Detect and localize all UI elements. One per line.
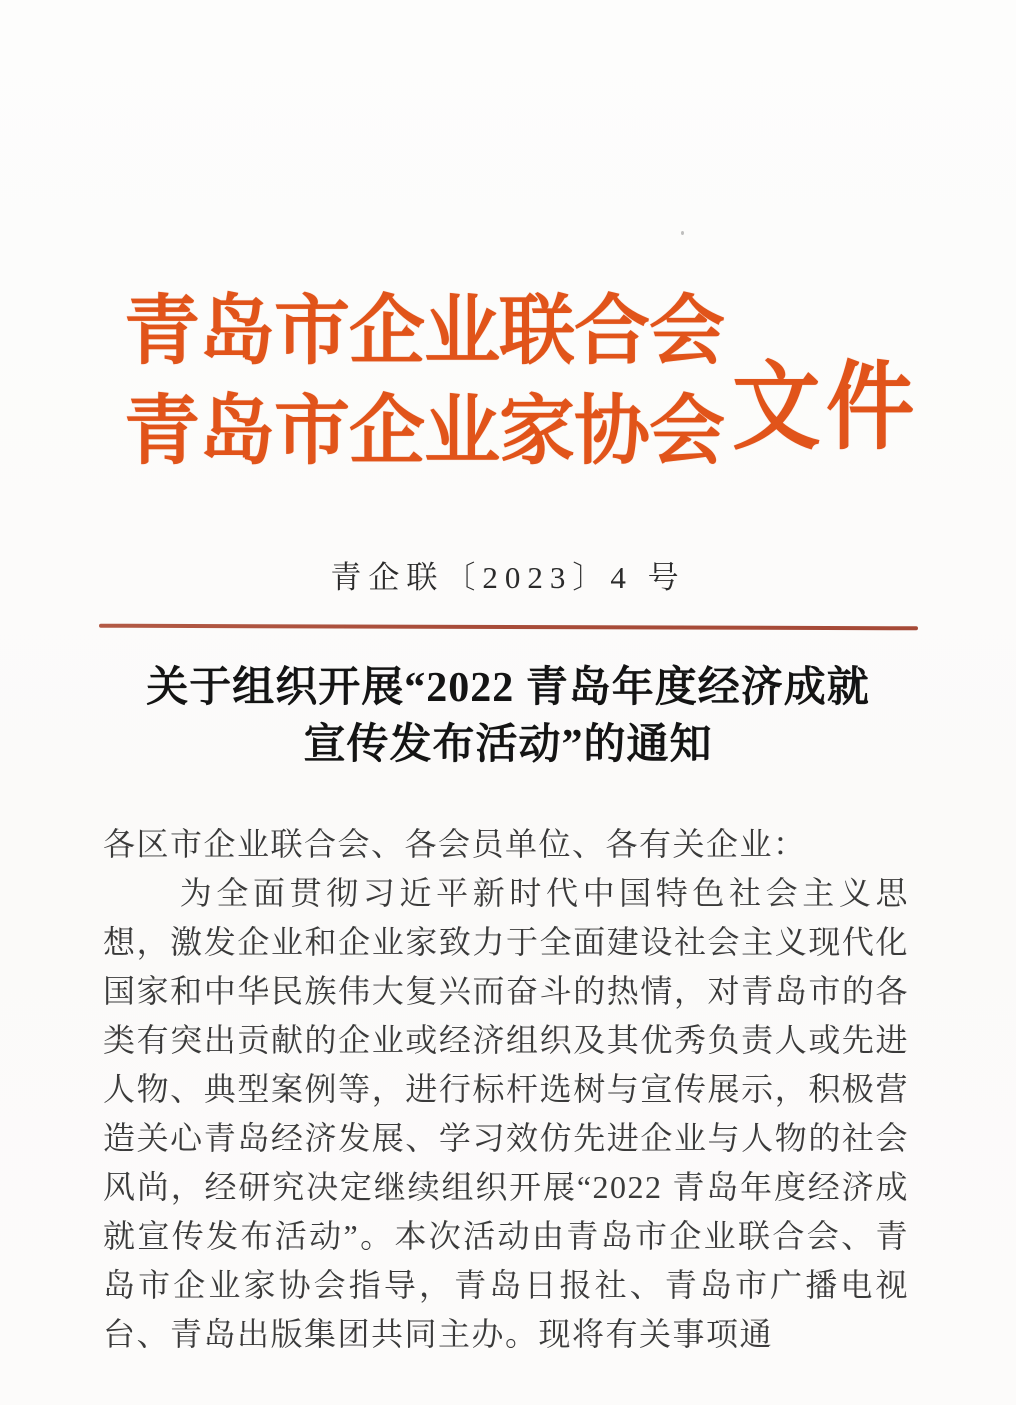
org-name-line1: 青岛市企业联合会 [124,290,724,374]
document-title-line1: 关于组织开展“2022 青岛年度经济成就 [146,665,870,711]
document-title-line2: 宣传发布活动”的通知 [303,722,713,768]
document-body [103,820,909,1359]
issuing-org-names [124,282,724,482]
scan-speck [308,1336,311,1339]
red-divider-line [99,624,918,631]
scan-speck [681,231,684,235]
document-title [0,660,1016,774]
document-type-label: 文件 [732,353,920,461]
document-number: 青企联〔2023〕4 号 [330,560,686,595]
org-name-line2: 青岛市企业家协会 [124,390,724,474]
salutation-line: 各区市企业联合会、各会员单位、各有关企业： [103,826,807,862]
letterhead [124,282,920,482]
body-paragraph: 为全面贯彻习近平新时代中国特色社会主义思想，激发企业和企业家致力于全面建设社会主义现代化国家和中华民族伟大复兴而奋斗的热情，对青岛市的各类有突出贡献的企业或经济组织及其优秀负责人或先进人物、典型案例等，进行标杆选树与宣传展示，积极营造关心青岛经济发展、学习效仿先进企业与人物的社会风尚，经研究决定继续组织开展“2022 青岛年度经济成就宣传发布活动”。本次活动由青岛市企业联合会、青岛市企业家协会指导，青岛日报社、青岛市广播电视台、青岛出版集团共同主办。现将有关事项通 [103,875,909,1352]
